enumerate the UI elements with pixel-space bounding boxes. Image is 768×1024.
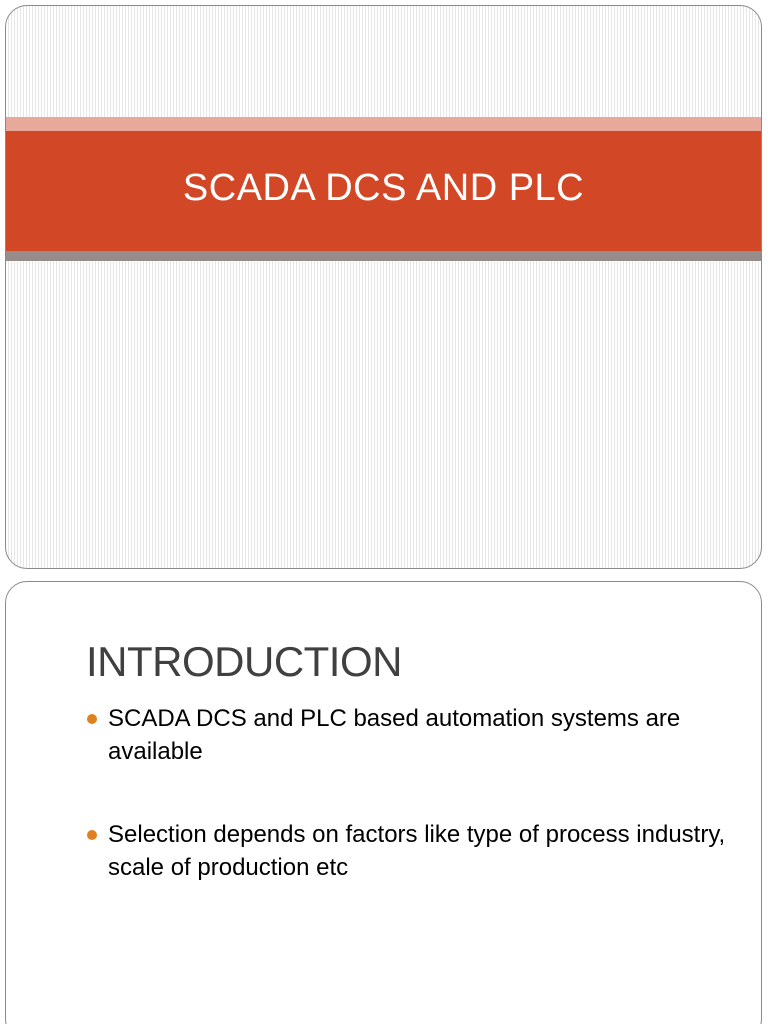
bullet-list xyxy=(86,702,736,934)
slide-title: SCADA DCS AND PLC xyxy=(182,166,585,209)
bullet-text: SCADA DCS and PLC based automation systems are available xyxy=(108,705,681,765)
title-band xyxy=(6,131,761,251)
title-band-bottom-stripe xyxy=(6,251,761,261)
bullet-item xyxy=(86,702,736,768)
title-slide[interactable] xyxy=(5,5,762,569)
bullet-text: Selection depends on factors like type of process industry, scale of production etc xyxy=(108,821,726,881)
bullet-item xyxy=(86,818,736,884)
bullet-dot-icon xyxy=(87,830,97,840)
slide-heading: INTRODUCTION xyxy=(86,638,402,685)
bullet-dot-icon xyxy=(87,714,97,724)
introduction-slide[interactable] xyxy=(5,581,762,1024)
title-band-top-stripe xyxy=(6,117,761,131)
